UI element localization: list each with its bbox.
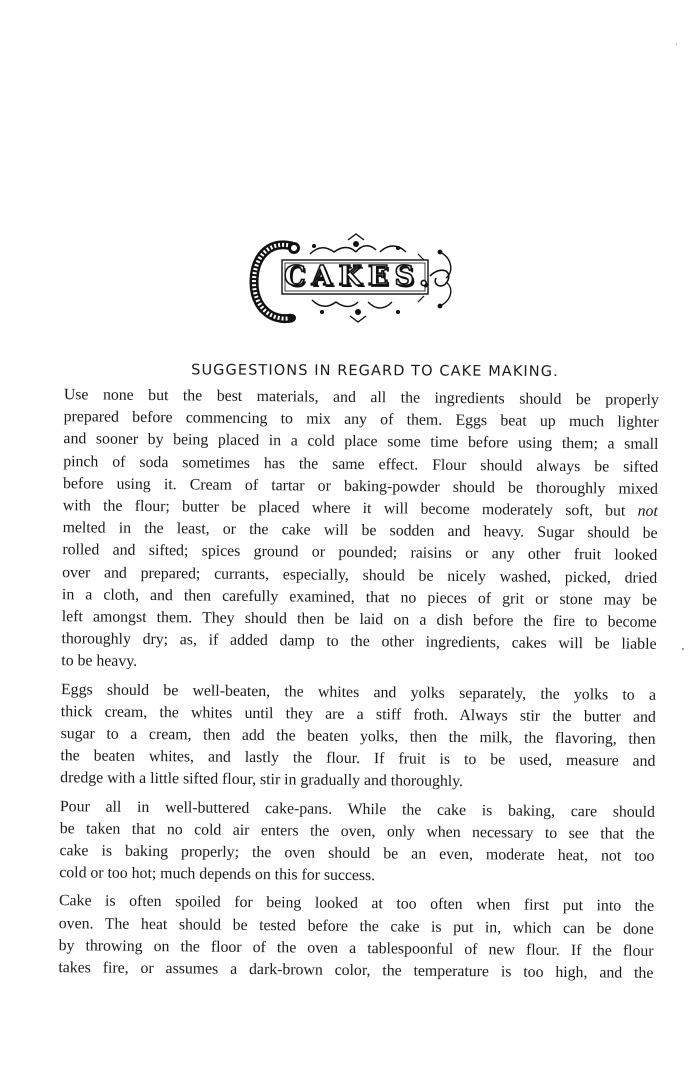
- text-line: oven. The heat should be tested before the cake is put in, which can be done: [58, 914, 654, 938]
- paper-speck: [682, 648, 684, 650]
- banner-title: CAKES.: [284, 261, 435, 292]
- text-line: over and prepared; currants, especially, should be nicely washed, picked, dried: [62, 563, 658, 587]
- text-line: melted in the least, or the cake will be sodden and heavy. Sugar should be: [62, 519, 658, 543]
- text-line-part: with the flour; butter be placed where it will become moderately soft, but: [62, 497, 638, 520]
- text-line: cake is baking properly; the oven should be an even, moderate heat, not too: [59, 842, 655, 865]
- text-line: Cake is often spoiled for being looked at too often when first put into the: [58, 892, 655, 916]
- text-line: Use none but the best materials, and all the ingredients should be properly: [63, 386, 659, 409]
- text-line: thick cream, the whites until they are a stiff froth. Always stir the butter and: [60, 702, 656, 726]
- text-line: by throwing on the floor of the oven a tablespoonful of new flour. If the flour: [58, 937, 654, 960]
- text-line: left amongst them. They should then be laid on a dish before the fire to become: [61, 608, 657, 631]
- text-line: sugar to a cream, then add the beaten yolks, then the milk, the flavoring, then: [60, 725, 656, 748]
- cakes-ornamental-heading: [248, 232, 460, 326]
- text-line: the beaten whites, and lastly the flour. If fruit is to be used, measure and: [60, 747, 656, 771]
- text-line: in a cloth, and then carefully examined, that no pieces of grit or stone may be: [61, 585, 658, 609]
- paragraph-1: [44, 384, 659, 679]
- text-line: Eggs should be well-beaten, the whites and yolks separately, the yolks to a: [60, 680, 657, 704]
- text-line: cold or too hot; much depends on this for success.: [59, 864, 376, 885]
- text-line: and sooner by being placed in a cold place some time before using them; a small: [63, 430, 659, 454]
- text-line: prepared before commencing to mix any of them. Eggs beat up much lighter: [63, 408, 659, 432]
- text-line: rolled and sifted; spices ground or pounded; raisins or any other fruit looked: [62, 541, 658, 565]
- paper-speck: [676, 44, 677, 45]
- text-line: dredge with a little sifted flour, stir in gradually and thoroughly.: [60, 769, 464, 791]
- section-title: SUGGESTIONS IN REGARD TO CAKE MAKING.: [191, 362, 559, 381]
- text-line: thoroughly dry; as, if added damp to the other ingredients, cakes will be liable: [61, 630, 657, 654]
- paragraph-2: [43, 679, 656, 796]
- text-line: Pour all in well-buttered cake-pans. While the cake is baking, care should: [59, 797, 656, 821]
- article-body: [41, 384, 659, 991]
- paragraph-4: [41, 890, 654, 985]
- text-line: before using it. Cream of tartar or baking-powder should be thoroughly mixed: [62, 474, 659, 498]
- text-line: be taken that no cold air enters the oven, only when necessary to see that the: [59, 820, 655, 843]
- paragraph-3: [42, 796, 655, 891]
- text-line: pinch of soda sometimes has the same effect. Flour should always be sifted: [63, 452, 659, 476]
- text-line: to be heavy.: [61, 652, 138, 671]
- text-line: takes fire, or assumes a dark-brown color, the temperature is too high, and the: [58, 959, 654, 982]
- emphasis-word: not: [637, 502, 658, 520]
